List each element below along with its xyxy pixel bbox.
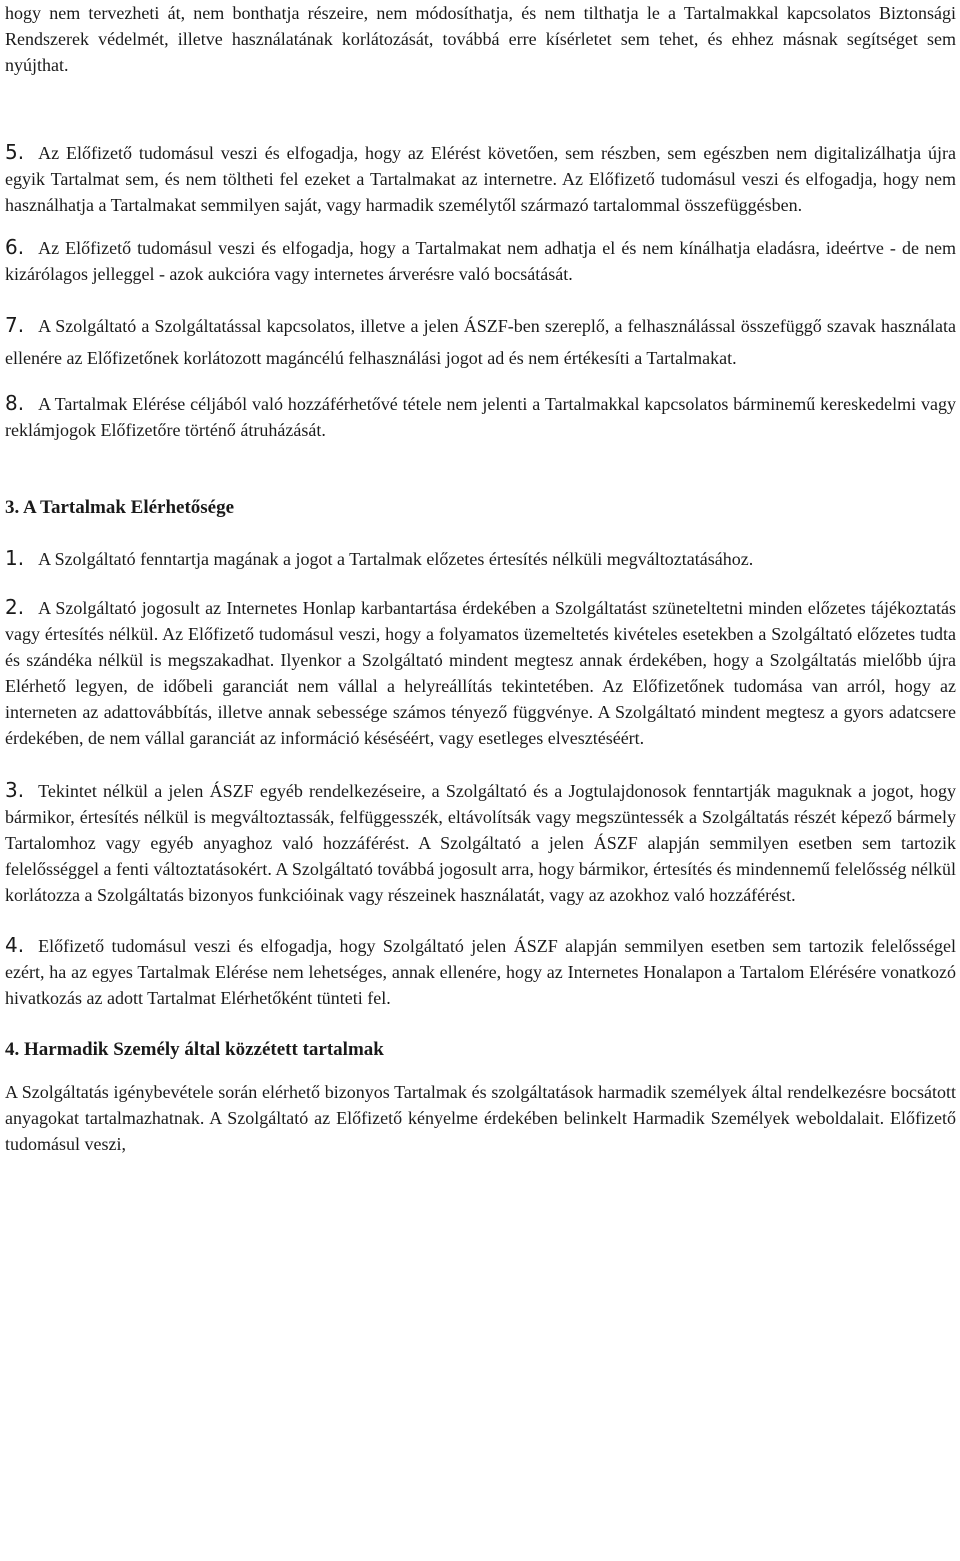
item-text: A Szolgáltató a Szolgáltatással kapcsolatos, illetve a jelen ÁSZF-ben szereplő, a felhasználással összefüggő szavak használata ellenére az Előfizetőnek korlátozott magáncélú felhasználási jogot ad és nem értékesíti a Tartalmakat. <box>5 316 956 368</box>
section-3-item-4 <box>5 932 956 1011</box>
item-number: 1. <box>5 546 25 570</box>
list-item-7 <box>5 309 956 374</box>
item-number: 6. <box>5 235 25 259</box>
list-item-6 <box>5 234 956 287</box>
item-number: 2. <box>5 595 25 619</box>
item-text: Az Előfizető tudomásul veszi és elfogadja, hogy az Elérést követően, sem részben, sem egészben nem digitalizálhatja újra egyik Tartalmat sem, és nem töltheti fel ezeket a Tartalmakat az internetre. Az Előfizető tudomásul veszi és elfogadja, hogy nem használhatja a Tartalmakat semmilyen saját, vagy harmadik személytől származó tartalommal összefüggésben. <box>5 143 956 215</box>
list-item-8 <box>5 390 956 443</box>
section-3-item-2 <box>5 594 956 751</box>
item-number: 3. <box>5 778 25 802</box>
list-item-5 <box>5 139 956 218</box>
item-text: A Tartalmak Elérése céljából való hozzáférhetővé tétele nem jelenti a Tartalmakkal kapcsolatos bárminemű kereskedelmi vagy reklámjogok Előfizetőre történő átruházását. <box>5 394 956 440</box>
intro-paragraph-text: hogy nem tervezheti át, nem bonthatja részeire, nem módosíthatja, és nem tilthatja le a Tartalmakkal kapcsolatos Biztonsági Rendszerek védelmét, illetve használatának korlátozását, továbbá erre kísérletet sem tehet, és ehhez másnak segítséget sem nyújthat. <box>5 3 956 75</box>
item-text: Előfizető tudomásul veszi és elfogadja, hogy Szolgáltató jelen ÁSZF alapján semmilyen esetben sem tartozik felelősségel ezért, ha az egyes Tartalmak Elérése nem lehetséges, annak ellenére, hogy az Internetes Honalapon a Tartalom Elérésére vonatkozó hivatkozás az adott Tartalmat Elérhetőként tünteti fel. <box>5 936 956 1008</box>
item-number: 7. <box>5 313 25 337</box>
item-text: Az Előfizető tudomásul veszi és elfogadja, hogy a Tartalmakat nem adhatja el és nem kínálhatja eladásra, ideértve - de nem kizárólagos jelleggel - azok aukcióra vagy internetes árverésre való bocsátását. <box>5 238 956 284</box>
item-number: 8. <box>5 391 25 415</box>
intro-paragraph <box>5 0 956 78</box>
section-4-paragraph-text: A Szolgáltatás igénybevétele során elérhető bizonyos Tartalmak és szolgáltatások harmadik személyek által rendelkezésre bocsátott anyagokat tartalmazhatnak. A Szolgáltató az Előfizető kényelme érdekében belinkelt Harmadik Személyek weboldalait. Előfizető tudomásul veszi, <box>5 1082 956 1154</box>
section-3-item-1 <box>5 543 956 574</box>
section-3-item-3 <box>5 777 956 908</box>
item-text: A Szolgáltató fenntartja magának a jogot a Tartalmak előzetes értesítés nélküli megváltoztatásához. <box>38 549 754 569</box>
item-number: 5. <box>5 140 25 164</box>
item-text: Tekintet nélkül a jelen ÁSZF egyéb rendelkezéseire, a Szolgáltató és a Jogtulajdonosok fenntartják maguknak a jogot, hogy bármikor, értesítés nélkül is megváltoztassák, felfüggesszék, eltávolítsák vagy megszüntessék a Szolgáltatás részét képező bármely Tartalomhoz vagy egyéb anyaghoz való hozzáférést. A Szolgáltató a jelen ÁSZF alapján semmilyen esetben sem tartozik felelősséggel a fenti változtatásokért. A Szolgáltató továbbá jogosult arra, hogy bármikor, értesítés és mindennemű felelősség nélkül korlátozza a Szolgáltatás bizonyos funkcióinak vagy részeinek használatát, vagy az azokhoz való hozzáférést. <box>5 781 957 905</box>
section-3-heading: 3. A Tartalmak Elérhetősége <box>5 497 235 518</box>
document-page <box>5 0 956 1157</box>
item-number: 4. <box>5 933 25 957</box>
item-text: A Szolgáltató jogosult az Internetes Honlap karbantartása érdekében a Szolgáltatást szüneteltetni minden előzetes tájékoztatás vagy értesítés nélkül. Az Előfizető tudomásul veszi, hogy a folyamatos üzemeltetés kivételes esetekben a Szolgáltató előzetes tudta és szándéka nélkül is megszakadhat. Ilyenkor a Szolgáltató mindent megtesz annak érdekében, hogy a Szolgáltatás mielőbb újra Elérhető legyen, de időbeli garanciát nem vállal a helyreállítás tekintetében. Az Előfizetőnek tudomása van arról, hogy az interneten az adattovábbítás, illetve annak sebessége számos tényező függvénye. A Szolgáltató mindent megtesz a gyors adatcsere érdekében, de nem vállal garanciát az információ késéséért, vagy esetleges elvesztéséért. <box>5 598 956 748</box>
section-4-paragraph <box>5 1079 956 1157</box>
section-4-heading: 4. Harmadik Személy által közzétett tartalmak <box>5 1039 384 1060</box>
